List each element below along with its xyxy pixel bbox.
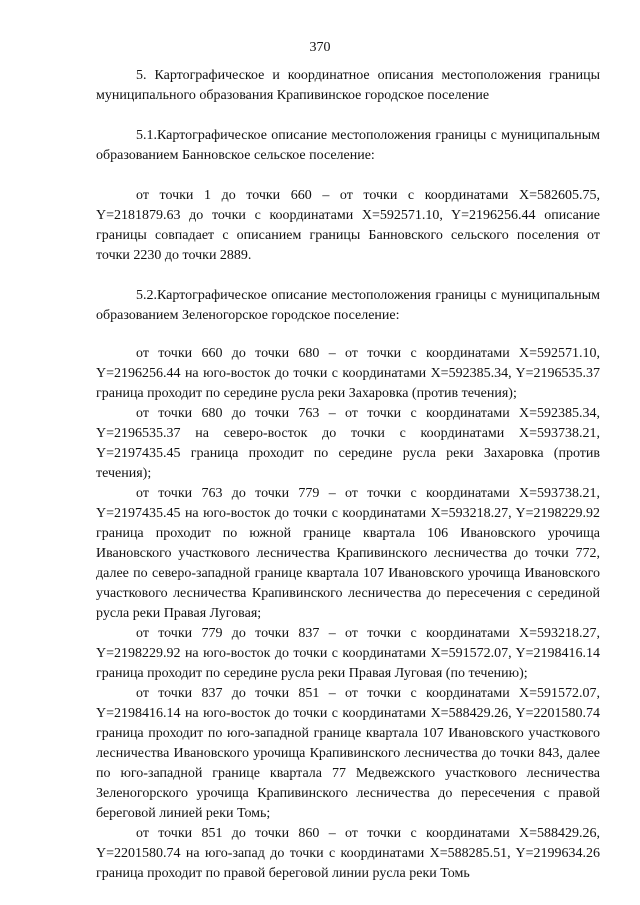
subsection-2-heading: 5.2.Картографическое описание местоположения границы с муниципальным образованием Зеленогорское городское поселение:	[96, 288, 600, 323]
subsection-2-paragraph-4: от точки 779 до точки 837 – от точки с координатами X=593218.27, Y=2198229.92 на юго-восток до точки с координатами X=591572.07, Y=2198416.14 граница проходит по середине русла реки Правая Луговая (по течению);	[96, 626, 600, 681]
subsection-1-heading: 5.1.Картографическое описание местоположения границы с муниципальным образованием Банновское сельское поселение:	[96, 128, 600, 163]
subsection-2-paragraph-5: от точки 837 до точки 851 – от точки с координатами X=591572.07, Y=2198416.14 на юго-восток до точки с координатами X=588429.26, Y=2201580.74 граница проходит по юго-западной границе квартала 107 Ивановского участкового лесничества Ивановского урочища Крапивинского лесничества до точки 843, далее по юго-западной границе квартала 77 Медвежского участкового лесничества Зеленогорского урочища Крапивинского лесничества до пересечения с правой береговой линией реки Томь;	[96, 686, 600, 821]
subsection-1-paragraph: от точки 1 до точки 660 – от точки с координатами X=582605.75, Y=2181879.63 до точки с координатами X=592571.10, Y=2196256.44 описание границы совпадает с описанием границы Банновского сельского поселения от точки 2230 до точки 2889.	[96, 188, 600, 263]
subsection-2-paragraph-3: от точки 763 до точки 779 – от точки с координатами X=593738.21, Y=2197435.45 на юго-восток до точки с координатами X=593218.27, Y=2198229.92 граница проходит по южной границе квартала 106 Ивановского урочища Ивановского участкового лесничества Крапивинского лесничества до точки 772, далее по северо-западной границе квартала 107 Ивановского урочища Ивановского участкового лесничества Крапивинского лесничества до пересечения с серединой русла реки Правая Луговая;	[96, 486, 600, 621]
page-number: 370	[309, 40, 331, 55]
document-body	[96, 66, 600, 884]
subsection-2-paragraph-6: от точки 851 до точки 860 – от точки с координатами X=588429.26, Y=2201580.74 на юго-запад до точки с координатами X=588285.51, Y=2199634.26 граница проходит по правой береговой линии русла реки Томь	[96, 826, 600, 881]
subsection-2-paragraph-1: от точки 660 до точки 680 – от точки с координатами X=592571.10, Y=2196256.44 на юго-восток до точки с координатами X=592385.34, Y=2196535.37 граница проходит по середине русла реки Захаровка (против течения);	[96, 346, 600, 401]
section-heading: 5. Картографическое и координатное описания местоположения границы муниципального образования Крапивинское городское поселение	[96, 68, 600, 103]
subsection-2-paragraph-2: от точки 680 до точки 763 – от точки с координатами X=592385.34, Y=2196535.37 на северо-восток до точки с координатами X=593738.21, Y=2197435.45 граница проходит по середине русла реки Захаровка (против течения);	[96, 406, 600, 481]
